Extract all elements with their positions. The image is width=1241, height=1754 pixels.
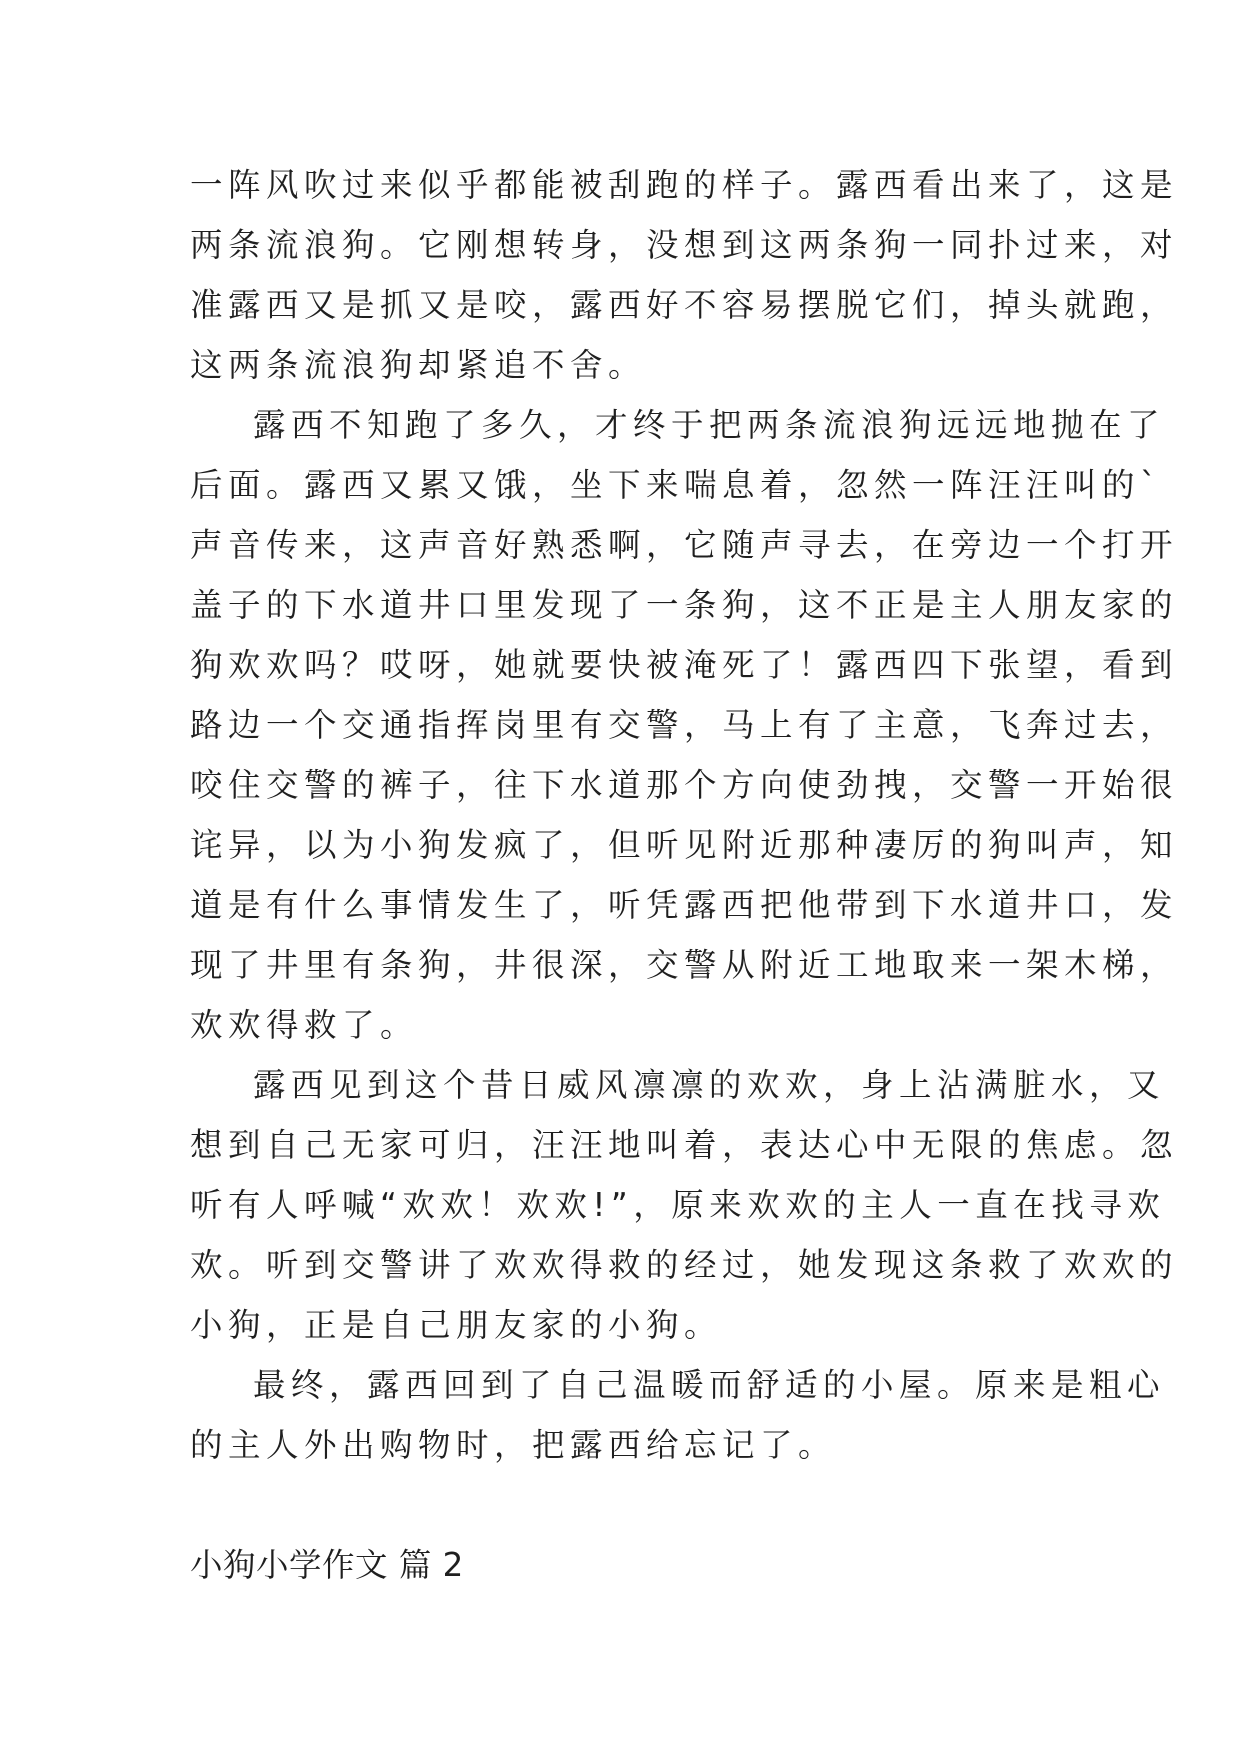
paragraph-line: 盖子的下水道井口里发现了一条狗，这不正是主人朋友家的 bbox=[190, 586, 1179, 624]
paragraph-line: 最终，露西回到了自己温暖而舒适的小屋。原来是粗心 bbox=[253, 1366, 1166, 1404]
paragraph-line: 想到自己无家可归，汪汪地叫着，表达心中无限的焦虑。忽 bbox=[190, 1126, 1179, 1164]
paragraph-line: 欢。听到交警讲了欢欢得救的经过，她发现这条救了欢欢的 bbox=[190, 1246, 1179, 1284]
paragraph-line: 露西见到这个昔日威风凛凛的欢欢，身上沾满脏水，又 bbox=[253, 1066, 1166, 1104]
paragraph-line: 声音传来，这声音好熟悉啊，它随声寻去，在旁边一个打开 bbox=[190, 526, 1179, 564]
paragraph-line: 听有人呼喊“欢欢！欢欢!”，原来欢欢的主人一直在找寻欢 bbox=[190, 1186, 1166, 1224]
paragraph-line: 一阵风吹过来似乎都能被刮跑的样子。露西看出来了，这是 bbox=[190, 166, 1179, 204]
paragraph-line: 道是有什么事情发生了，听凭露西把他带到下水道井口，发 bbox=[190, 886, 1179, 924]
paragraph-line: 露西不知跑了多久，才终于把两条流浪狗远远地抛在了 bbox=[253, 406, 1166, 444]
paragraph-line: 欢欢得救了。 bbox=[190, 1006, 419, 1044]
paragraph-line: 诧异，以为小狗发疯了，但听见附近那种凄厉的狗叫声，知 bbox=[190, 826, 1179, 864]
section-title: 小狗小学作文 篇 2 bbox=[190, 1546, 464, 1584]
paragraph-line: 准露西又是抓又是咬，露西好不容易摆脱它们，掉头就跑， bbox=[190, 286, 1179, 324]
paragraph-line: 现了井里有条狗，井很深，交警从附近工地取来一架木梯， bbox=[190, 946, 1179, 984]
paragraph-line: 咬住交警的裤子，往下水道那个方向使劲拽，交警一开始很 bbox=[190, 766, 1179, 804]
paragraph-line: 两条流浪狗。它刚想转身，没想到这两条狗一同扑过来，对 bbox=[190, 226, 1179, 264]
paragraph-line: 后面。露西又累又饿，坐下来喘息着，忽然一阵汪汪叫的` bbox=[190, 466, 1162, 504]
paragraph-line: 这两条流浪狗却紧追不舍。 bbox=[190, 346, 647, 384]
paragraph-line: 狗欢欢吗？哎呀，她就要快被淹死了！露西四下张望，看到 bbox=[190, 646, 1179, 684]
paragraph-line: 路边一个交通指挥岗里有交警，马上有了主意，飞奔过去， bbox=[190, 706, 1179, 744]
paragraph-line: 的主人外出购物时，把露西给忘记了。 bbox=[190, 1426, 837, 1464]
paragraph-line: 小狗，正是自己朋友家的小狗。 bbox=[190, 1306, 723, 1344]
